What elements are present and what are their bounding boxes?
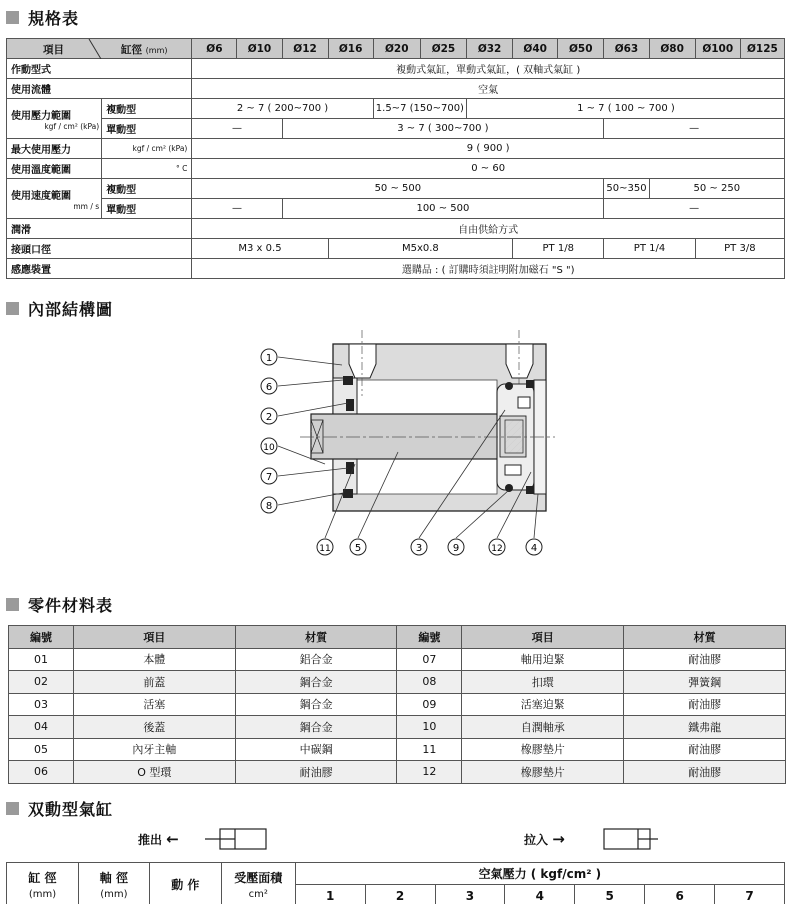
force-header-row — [7, 863, 785, 885]
pressure-4: 4 — [505, 885, 575, 904]
part-no: 06 — [9, 761, 74, 784]
port-pt38: PT 3/8 — [695, 239, 784, 259]
callout-7 — [261, 468, 277, 484]
part-item: 活塞 — [73, 693, 235, 716]
lubrication-value: 自由供給方式 — [192, 219, 785, 239]
part-item: 內牙主軸 — [73, 738, 235, 761]
callout-4 — [526, 539, 542, 555]
bore-4: Ø20 — [373, 39, 420, 59]
pull-label: 拉入 → — [524, 830, 565, 848]
part-item: O 型環 — [73, 761, 235, 784]
bore-0: Ø6 — [192, 39, 237, 59]
table-row — [9, 648, 786, 671]
callout-8 — [261, 497, 277, 513]
part-no: 05 — [9, 738, 74, 761]
max-pressure-value: 9 ( 900 ) — [192, 139, 785, 159]
port-m5: M5x0.8 — [328, 239, 513, 259]
svg-text:6: 6 — [265, 382, 273, 393]
part-no: 04 — [9, 716, 74, 739]
parts-table — [8, 625, 786, 784]
part-no: 11 — [397, 738, 462, 761]
pressure-1: 1 — [295, 885, 365, 904]
parts-header-material: 材質 — [235, 626, 397, 649]
port-pt18: PT 1/8 — [513, 239, 604, 259]
speed-range-label: 使用速度範圍 mm / s — [7, 179, 102, 219]
part-no: 09 — [397, 693, 462, 716]
speed-single-small: — — [192, 199, 282, 219]
part-material: 鋼合金 — [235, 716, 397, 739]
part-material: 彈簧鋼 — [624, 671, 786, 694]
part-material: 耐油膠 — [624, 738, 786, 761]
pressure-7: 7 — [715, 885, 785, 904]
part-material: 鋼合金 — [235, 693, 397, 716]
action-type-label: 作動型式 — [7, 59, 192, 79]
svg-text:11: 11 — [319, 544, 331, 554]
arrow-right-icon: → — [552, 830, 565, 848]
spec-header-item: 項目 — [43, 44, 64, 56]
bore-11: Ø100 — [695, 39, 740, 59]
parts-header-item-2: 項目 — [462, 626, 624, 649]
bore-7: Ø40 — [513, 39, 558, 59]
speed-double-small: 50 ~ 500 — [192, 179, 604, 199]
part-no: 03 — [9, 693, 74, 716]
svg-text:8: 8 — [265, 501, 273, 512]
part-item: 活塞迫緊 — [462, 693, 624, 716]
callout-5 — [350, 539, 366, 555]
push-cylinder-icon — [205, 826, 271, 852]
part-item: 前蓋 — [73, 671, 235, 694]
part-no: 01 — [9, 648, 74, 671]
push-label: 推出 ← — [138, 830, 179, 848]
sensor-label: 感應裝置 — [7, 259, 192, 279]
pressure-single-label: 單動型 — [102, 119, 192, 139]
part-no: 07 — [397, 648, 462, 671]
svg-text:1: 1 — [265, 353, 273, 364]
rod-seal-top — [346, 399, 354, 411]
bore-10: Ø80 — [649, 39, 695, 59]
part-material: 鋁合金 — [235, 648, 397, 671]
section-marker-icon — [6, 598, 19, 611]
structure-title: 內部結構圖 — [28, 300, 114, 319]
force-area-header: 受壓面積 cm² — [221, 863, 295, 904]
pressure-single-large: — — [604, 119, 785, 139]
bore-9: Ø63 — [604, 39, 649, 59]
svg-text:9: 9 — [452, 543, 460, 554]
svg-text:5: 5 — [354, 543, 362, 554]
part-item: 軸用迫緊 — [462, 648, 624, 671]
bore-2: Ø12 — [282, 39, 328, 59]
bore-8: Ø50 — [558, 39, 604, 59]
speed-double-mid: 50~350 — [604, 179, 649, 199]
action-type-value: 複動式氣缸，單動式氣缸，( 双軸式氣缸 ) — [192, 59, 785, 79]
table-row — [9, 671, 786, 694]
svg-text:12: 12 — [491, 544, 503, 554]
arrow-left-icon: ← — [166, 830, 179, 848]
part-item: 橡膠墊片 — [462, 738, 624, 761]
section-marker-icon — [6, 802, 19, 815]
port-pt14: PT 1/4 — [604, 239, 695, 259]
part-item: 自潤軸承 — [462, 716, 624, 739]
callout-3 — [411, 539, 427, 555]
part-material: 耐油膠 — [624, 648, 786, 671]
speed-double-label: 複動型 — [102, 179, 192, 199]
part-no: 12 — [397, 761, 462, 784]
temperature-label: 使用溫度範圍 — [7, 159, 102, 179]
sensor-value: 選購品 : ( 訂購時須註明附加磁石 "S ") — [192, 259, 785, 279]
pull-cylinder-icon — [594, 826, 660, 852]
spec-header-bore: 缸徑 (mm) — [121, 44, 168, 56]
port-right — [506, 344, 533, 378]
parts-header-item: 項目 — [73, 626, 235, 649]
force-action-header: 動 作 — [149, 863, 221, 904]
port-m3: M3 x 0.5 — [192, 239, 328, 259]
force-table — [6, 862, 785, 904]
parts-section-header — [6, 593, 113, 616]
part-material: 中碳鋼 — [235, 738, 397, 761]
bore-1: Ø10 — [237, 39, 282, 59]
double-acting-section-header — [6, 797, 113, 820]
table-row — [9, 693, 786, 716]
force-rod-header: 軸 徑 (mm) — [78, 863, 149, 904]
parts-header-no: 編號 — [9, 626, 74, 649]
part-material: 耐油膠 — [624, 693, 786, 716]
force-bore-header: 缸 徑 (mm) — [7, 863, 79, 904]
callout-2 — [261, 408, 277, 424]
svg-text:2: 2 — [265, 412, 273, 423]
callout-12 — [489, 539, 505, 555]
table-row — [9, 738, 786, 761]
pressure-single-small: — — [192, 119, 282, 139]
part-item: 扣環 — [462, 671, 624, 694]
piston-rod — [311, 414, 521, 459]
part-no: 08 — [397, 671, 462, 694]
table-row — [9, 761, 786, 784]
lubrication-label: 潤滑 — [7, 219, 192, 239]
parts-header-no-2: 編號 — [397, 626, 462, 649]
callout-6 — [261, 378, 277, 394]
pressure-double-mid: 1.5~7 (150~700) — [373, 99, 466, 119]
force-pressure-header: 空氣壓力 ( kgf/cm² ) — [295, 863, 784, 885]
table-row — [9, 716, 786, 739]
svg-text:3: 3 — [415, 543, 423, 554]
svg-text:10: 10 — [263, 443, 275, 453]
part-material: 耐油膠 — [235, 761, 397, 784]
part-material: 鐵弗龍 — [624, 716, 786, 739]
bore-3: Ø16 — [328, 39, 373, 59]
bore-12: Ø125 — [740, 39, 784, 59]
pressure-5: 5 — [575, 885, 645, 904]
parts-header-row — [9, 626, 786, 649]
part-item: 本體 — [73, 648, 235, 671]
callout-1 — [261, 349, 277, 365]
parts-header-material-2: 材質 — [624, 626, 786, 649]
speed-single-mid: 100 ~ 500 — [282, 199, 604, 219]
pressure-3: 3 — [435, 885, 505, 904]
pressure-double-large: 1 ~ 7 ( 100 ~ 700 ) — [467, 99, 785, 119]
fluid-value: 空氣 — [192, 79, 785, 99]
max-pressure-unit: kgf / cm² (kPa) — [102, 139, 192, 159]
part-item: 橡膠墊片 — [462, 761, 624, 784]
spec-title: 規格表 — [28, 9, 80, 28]
max-pressure-label: 最大使用壓力 — [7, 139, 102, 159]
pressure-single-mid: 3 ~ 7 ( 300~700 ) — [282, 119, 604, 139]
part-no: 10 — [397, 716, 462, 739]
part-material: 耐油膠 — [624, 761, 786, 784]
temperature-unit: ° C — [102, 159, 192, 179]
speed-double-large: 50 ~ 250 — [649, 179, 784, 199]
fluid-label: 使用流體 — [7, 79, 192, 99]
pressure-range-label: 使用壓力範圍 kgf / cm² (kPa) — [7, 99, 102, 139]
part-no: 02 — [9, 671, 74, 694]
svg-text:4: 4 — [530, 543, 538, 554]
speed-single-label: 單動型 — [102, 199, 192, 219]
pressure-2: 2 — [365, 885, 435, 904]
callout-9 — [448, 539, 464, 555]
bore-5: Ø25 — [420, 39, 466, 59]
pressure-double-small: 2 ~ 7 ( 200~700 ) — [192, 99, 373, 119]
part-material: 鋼合金 — [235, 671, 397, 694]
pressure-6: 6 — [645, 885, 715, 904]
callout-11 — [317, 539, 333, 555]
port-left — [349, 344, 376, 378]
port-label: 接頭口徑 — [7, 239, 192, 259]
part-item: 後蓋 — [73, 716, 235, 739]
svg-text:7: 7 — [265, 472, 273, 483]
pressure-double-label: 複動型 — [102, 99, 192, 119]
bore-6: Ø32 — [467, 39, 513, 59]
temperature-value: 0 ~ 60 — [192, 159, 785, 179]
seal-top-left — [343, 376, 353, 385]
parts-title: 零件材料表 — [28, 596, 114, 615]
double-acting-title: 双動型氣缸 — [28, 800, 114, 819]
speed-single-large: — — [604, 199, 785, 219]
callout-10 — [261, 438, 277, 454]
